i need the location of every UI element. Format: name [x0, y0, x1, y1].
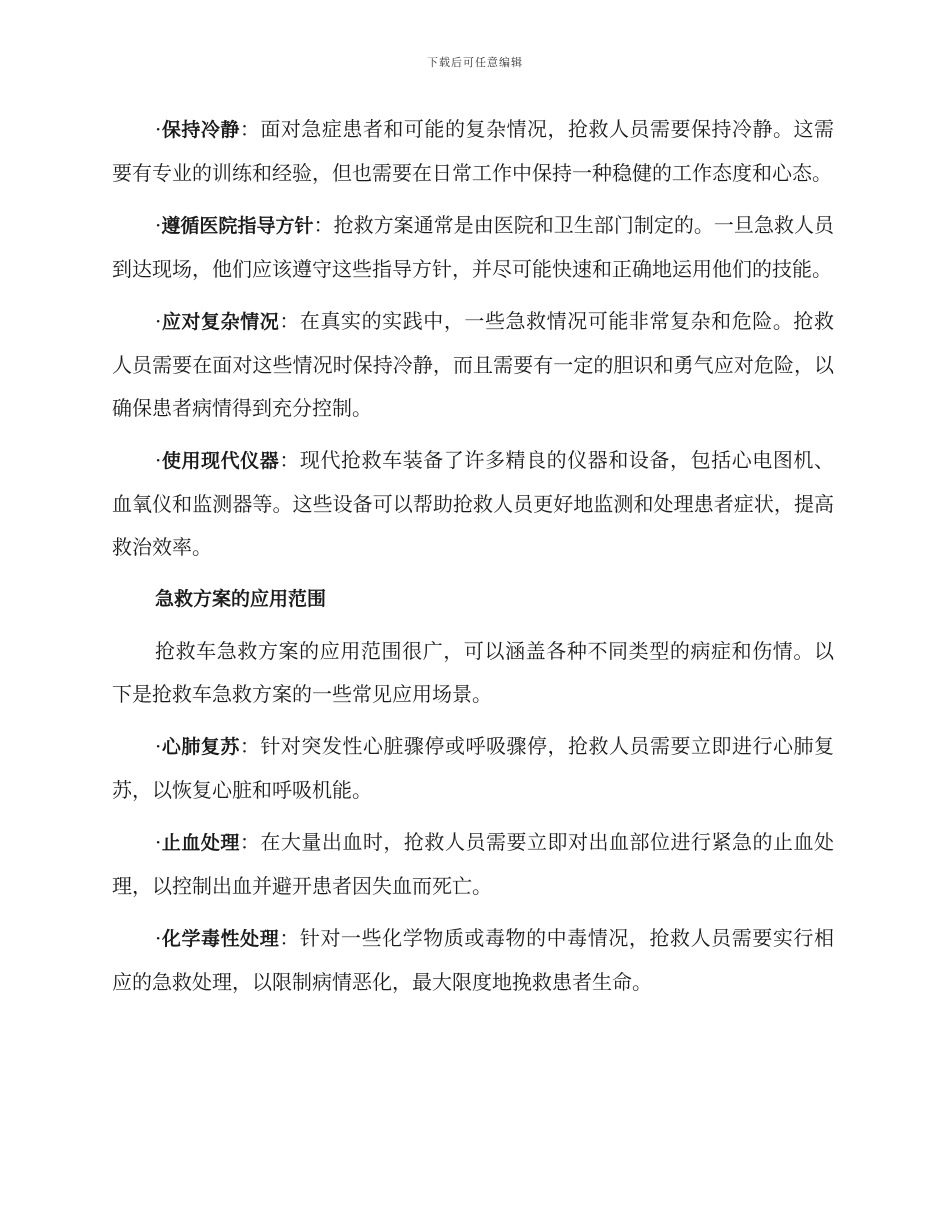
bullet-term: 化学毒性处理	[161, 928, 280, 950]
bullet-paragraph	[112, 725, 834, 812]
bullet-paragraph	[112, 204, 834, 291]
bullet-term: 保持冷静	[161, 119, 240, 141]
bullet-term: 遵循医院指导方针	[161, 215, 314, 237]
bullet-marker: ·	[155, 926, 162, 950]
bullet-paragraph	[112, 300, 834, 430]
bullet-paragraph	[112, 917, 834, 1004]
bullet-term: 使用现代仪器	[161, 450, 280, 472]
term-separator: ：	[279, 309, 300, 333]
bullet-body: 在大量出血时，抢救人员需要立即对出血部位进行紧急的止血处理，以控制出血并避开患者因失血而死亡。	[112, 830, 835, 898]
bullet-marker: ·	[155, 448, 162, 472]
term-separator: ：	[279, 926, 300, 950]
bullet-body: 针对突发性心脏骤停或呼吸骤停，抢救人员需要立即进行心肺复苏，以恢复心脏和呼吸机能。	[112, 734, 835, 802]
term-separator: ：	[239, 830, 261, 854]
bullet-body: 面对急症患者和可能的复杂情况，抢救人员需要保持冷静。这需要有专业的训练和经验，但也需要在日常工作中保持一种稳健的工作态度和心态。	[112, 117, 835, 185]
bullet-marker: ·	[155, 309, 162, 333]
bullet-body: 现代抢救车装备了许多精良的仪器和设备，包括心电图机、血氧仪和监测器等。这些设备可以帮助抢救人员更好地监测和处理患者症状，提高救治效率。	[112, 448, 835, 559]
bullet-body: 在真实的实践中，一些急救情况可能非常复杂和危险。抢救人员需要在面对这些情况时保持冷静，而且需要有一定的胆识和勇气应对危险，以确保患者病情得到充分控制。	[112, 309, 835, 420]
bullet-body: 针对一些化学物质或毒物的中毒情况，抢救人员需要实行相应的急救处理，以限制病情恶化，最大限度地挽救患者生命。	[112, 926, 835, 994]
bullet-term: 应对复杂情况	[161, 311, 280, 333]
bullet-body: 抢救方案通常是由医院和卫生部门制定的。一旦急救人员到达现场，他们应该遵守这些指导方针，并尽可能快速和正确地运用他们的技能。	[112, 213, 835, 281]
bullet-marker: ·	[155, 117, 162, 141]
term-separator: ：	[239, 117, 261, 141]
bullet-term: 止血处理	[161, 832, 240, 854]
bullet-paragraph	[112, 439, 834, 569]
term-separator: ：	[239, 734, 261, 758]
bullet-marker: ·	[155, 830, 162, 854]
bullet-marker: ·	[155, 734, 162, 758]
intro-paragraph: 抢救车急救方案的应用范围很广，可以涵盖各种不同类型的病症和伤情。以下是抢救车急救方案的一些常见应用场景。	[112, 639, 834, 706]
section-heading: 急救方案的应用范围	[155, 588, 327, 610]
page-header: 下载后可任意编辑	[427, 56, 523, 69]
document-body	[112, 108, 834, 1013]
term-separator: ：	[313, 213, 334, 237]
bullet-paragraph	[112, 821, 834, 908]
bullet-term: 心肺复苏	[161, 736, 240, 758]
bullet-marker: ·	[155, 213, 162, 237]
term-separator: ：	[279, 448, 300, 472]
bullet-paragraph	[112, 108, 834, 195]
